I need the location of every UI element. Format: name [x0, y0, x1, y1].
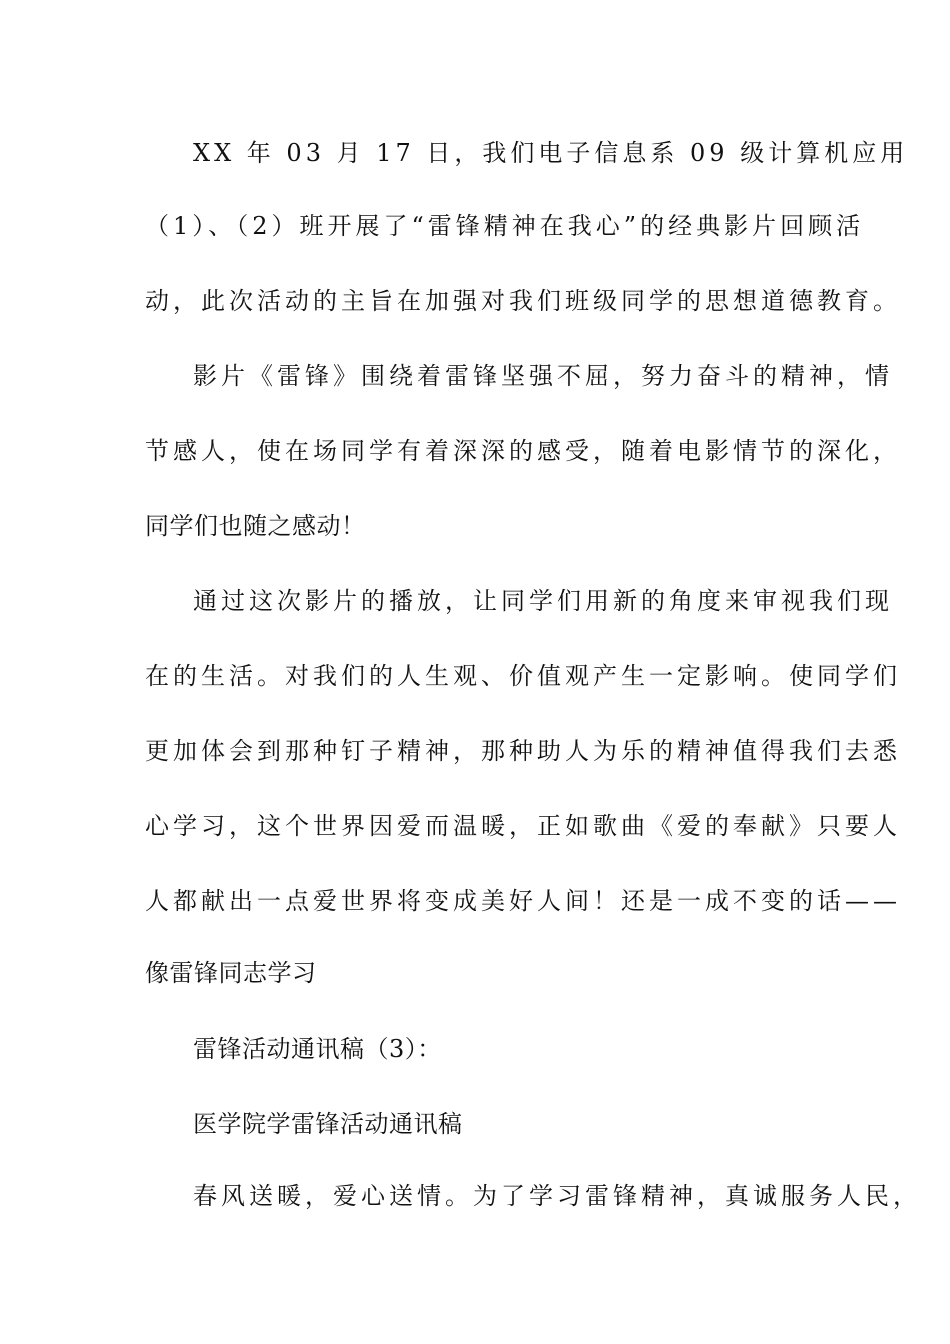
paragraph-4-line-1: 春风送暖，爱心送情。为了学习雷锋精神，真诚服务人民， — [193, 1182, 921, 1210]
paragraph-3-line-5: 人都献出一点爱世界将变成美好人间！还是一成不变的话—— — [145, 887, 901, 915]
paragraph-3-line-4: 心学习，这个世界因爱而温暖，正如歌曲《爱的奉献》只要人 — [145, 812, 901, 840]
paragraph-1-line-2: （1）、（2）班开展了“雷锋精神在我心”的经典影片回顾活 — [145, 212, 865, 240]
paragraph-3-line-2: 在的生活。对我们的人生观、价值观产生一定影响。使同学们 — [145, 662, 901, 690]
paragraph-2-line-2: 节感人，使在场同学有着深深的感受，随着电影情节的深化， — [145, 437, 901, 465]
paragraph-2-line-3: 同学们也随之感动！ — [145, 512, 366, 540]
paragraph-3-line-1: 通过这次影片的播放，让同学们用新的角度来审视我们现 — [193, 587, 893, 615]
section-subtitle: 医学院学雷锋活动通讯稿 — [193, 1110, 463, 1138]
paragraph-1-line-3: 动，此次活动的主旨在加强对我们班级同学的思想道德教育。 — [145, 287, 901, 315]
paragraph-3-line-3: 更加体会到那种钉子精神，那种助人为乐的精神值得我们去悉 — [145, 737, 901, 765]
section-heading: 雷锋活动通讯稿（3）： — [193, 1035, 442, 1063]
paragraph-3-line-6: 像雷锋同志学习 — [145, 959, 317, 987]
paragraph-1-line-1: XX 年 03 月 17 日，我们电子信息系 09 级计算机应用 — [193, 139, 909, 167]
paragraph-2-line-1: 影片《雷锋》围绕着雷锋坚强不屈，努力奋斗的精神，情 — [193, 362, 893, 390]
